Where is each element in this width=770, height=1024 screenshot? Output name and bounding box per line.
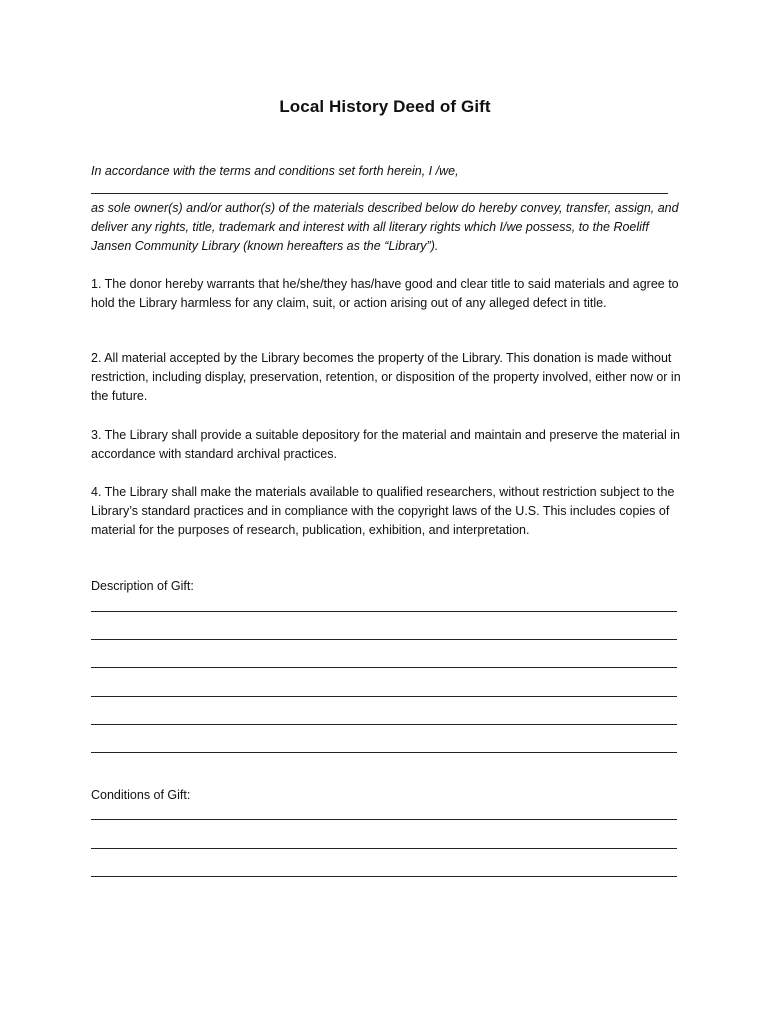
conditions-line[interactable] [91,848,677,849]
intro-line: In accordance with the terms and conditions set forth herein, I /we, [91,164,459,178]
description-line[interactable] [91,696,677,697]
description-line[interactable] [91,611,677,612]
conditions-label: Conditions of Gift: [91,788,191,802]
clause-4: 4. The Library shall make the materials available to qualified researchers, without restriction subject to the Library’s standard practices and in compliance with the copyright laws of the U.S. This includes copies of material for the purposes of research, publication, exhibition, and interpretation. [91,485,675,537]
clause-1: 1. The donor hereby warrants that he/she/they has/have good and clear title to said materials and agree to hold the Library harmless for any claim, suit, or action arising out of any alleged defect in title. [91,277,679,310]
conditions-line[interactable] [91,876,677,877]
description-line[interactable] [91,752,677,753]
description-line[interactable] [91,724,677,725]
description-label: Description of Gift: [91,579,194,593]
conditions-line[interactable] [91,819,677,820]
intro-body: as sole owner(s) and/or author(s) of the materials described below do hereby convey, transfer, assign, and deliver any rights, title, trademark and interest with all literary rights which I/we possess, to the Roeliff Jansen Community Library (known hereafters as the “Library”). [91,201,679,253]
description-line[interactable] [91,667,677,668]
document-title: Local History Deed of Gift [279,97,491,116]
clause-3: 3. The Library shall provide a suitable depository for the material and maintain and preserve the material in accordance with standard archival practices. [91,428,680,461]
clause-2: 2. All material accepted by the Library becomes the property of the Library. This donation is made without restriction, including display, preservation, retention, or disposition of the property involved, either now or in the future. [91,351,681,403]
donor-name-line[interactable] [91,193,668,194]
description-line[interactable] [91,639,677,640]
